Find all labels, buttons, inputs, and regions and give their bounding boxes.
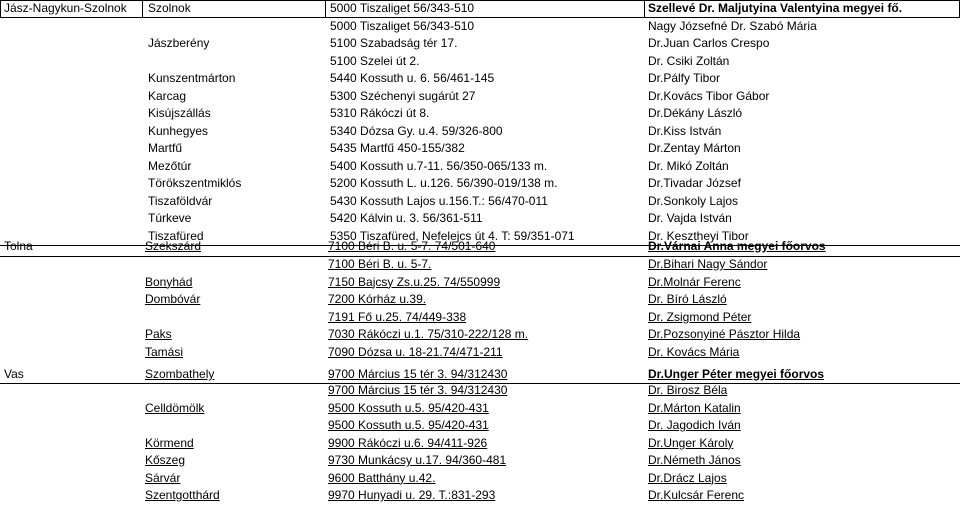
county-name: Jász-Nagykun-Szolnok <box>4 1 127 15</box>
table-row <box>0 18 960 36</box>
city-name: Jászberény <box>148 36 210 50</box>
table-row <box>0 238 960 256</box>
table-row <box>0 452 960 470</box>
city-name: Tamási <box>145 344 184 359</box>
city-name: Kunhegyes <box>148 123 209 138</box>
table-row <box>0 140 960 158</box>
doctor-name: Szellevé Dr. Maljutyina Valentyina megyei fő. <box>648 1 903 15</box>
table-row <box>0 105 960 123</box>
doctor-name: Dr. Jagodich Iván <box>648 418 741 432</box>
doctor-name: Dr.Unger Péter megyei főorvos <box>648 367 825 381</box>
city-name: Szekszárd <box>145 239 202 253</box>
doctor-name: Dr.Juan Carlos Crespo <box>648 36 770 50</box>
doctor-name: Dr.Németh János <box>648 453 741 467</box>
table-row <box>0 487 960 505</box>
city-name: Paks <box>145 327 172 341</box>
address: 9600 Batthány u.42. <box>328 470 436 485</box>
city-name: Sárvár <box>145 470 181 485</box>
city-name: Törökszentmiklós <box>148 176 242 190</box>
doctor-name: Dr.Várnai Anna megyei főorvos <box>648 239 826 253</box>
address: 5200 Kossuth L. u.126. 56/390-019/138 m. <box>330 176 558 190</box>
table-row <box>0 175 960 193</box>
doctor-name: Dr.Márton Katalin <box>648 400 741 415</box>
doctor-name: Dr.Dékány László <box>648 106 743 120</box>
address: 9500 Kossuth u.5. 95/420-431 <box>328 418 489 432</box>
address: 5100 Szabadság tér 17. <box>330 36 458 50</box>
address: 5440 Kossuth u. 6. 56/461-145 <box>330 71 495 85</box>
address: 5300 Széchenyi sugárút 27 <box>330 88 476 103</box>
city-name: Tiszafüred <box>148 228 204 243</box>
doctor-name: Nagy Józsefné Dr. Szabó Mária <box>648 18 817 33</box>
doctor-name: Dr.Unger Károly <box>648 435 734 450</box>
address: 7090 Dózsa u. 18-21.74/471-211 <box>328 344 503 359</box>
address: 7191 Fő u.25. 74/449-338 <box>328 309 467 324</box>
county-name: Tolna <box>4 239 33 253</box>
doctor-name: Dr.Tivadar József <box>648 176 741 190</box>
doctor-name: Dr.Kulcsár Ferenc <box>648 488 745 502</box>
table-row <box>0 470 960 488</box>
table-row <box>0 256 960 274</box>
address: 9970 Hunyadi u. 29. T.:831-293 <box>328 488 496 502</box>
table-row <box>0 53 960 71</box>
address: 9700 Március 15 tér 3. 94/312430 <box>328 383 508 397</box>
city-name: Martfű <box>148 141 183 155</box>
city-name: Kisújszállás <box>148 106 211 120</box>
city-name: Celldömölk <box>145 400 205 415</box>
city-name: Szolnok <box>148 1 191 15</box>
table-row <box>0 417 960 435</box>
address: 5400 Kossuth u.7-11. 56/350-065/133 m. <box>330 158 548 173</box>
city-name: Tiszaföldvár <box>148 193 213 208</box>
table-row <box>0 382 960 400</box>
doctor-name: Dr.Bihari Nagy Sándor <box>648 257 768 271</box>
table-row <box>0 158 960 176</box>
city-name: Mezőtúr <box>148 158 192 173</box>
doctor-name: Dr.Sonkoly Lajos <box>648 193 739 208</box>
doctor-name: Dr. Vajda István <box>648 211 732 225</box>
city-name: Kunszentmárton <box>148 71 236 85</box>
address: 9900 Rákóczi u.6. 94/411-926 <box>328 435 488 450</box>
doctor-name: Dr. Kovács Mária <box>648 344 740 359</box>
address: 9730 Munkácsy u.17. 94/360-481 <box>328 453 507 467</box>
address: 5430 Kossuth Lajos u.156.T.: 56/470-011 <box>330 193 548 208</box>
table-row <box>0 400 960 418</box>
city-name: Szentgotthárd <box>145 488 220 502</box>
doctor-name: Dr.Kiss István <box>648 123 722 138</box>
table-row <box>0 326 960 344</box>
address: 7200 Kórház u.39. <box>328 292 427 306</box>
table-row <box>0 291 960 309</box>
address: 7100 Béri B. u. 5-7. <box>328 257 432 271</box>
table-row <box>0 366 960 384</box>
city-name: Karcag <box>148 88 187 103</box>
address: 5100 Szelei út 2. <box>330 53 420 68</box>
city-name: Szombathely <box>145 367 215 381</box>
address: 9500 Kossuth u.5. 95/420-431 <box>328 400 489 415</box>
table-row <box>0 70 960 88</box>
table-row <box>0 274 960 292</box>
table-row <box>0 123 960 141</box>
table-row <box>0 35 960 53</box>
table-row <box>0 309 960 327</box>
table-row <box>0 435 960 453</box>
doctor-name: Dr.Pozsonyiné Pásztor Hilda <box>648 327 801 341</box>
address: 7030 Rákóczi u.1. 75/310-222/128 m. <box>328 327 529 341</box>
address: 7150 Bajcsy Zs.u.25. 74/550999 <box>328 274 501 289</box>
address: 5000 Tiszaliget 56/343-510 <box>330 1 475 15</box>
doctor-name: Dr.Drácz Lajos <box>648 470 727 485</box>
doctor-name: Dr.Kovács Tibor Gábor <box>648 88 770 103</box>
doctor-name: Dr. Bíró László <box>648 292 727 306</box>
city-name: Körmend <box>145 435 194 450</box>
address: 7100 Béri B. u. 5-7. 74/501-640 <box>328 239 496 253</box>
address: 5310 Rákóczi út 8. <box>330 106 430 120</box>
city-name: Kőszeg <box>145 453 186 467</box>
doctor-name: Dr. Zsigmond Péter <box>648 309 752 324</box>
doctor-name: Dr. Csiki Zoltán <box>648 53 730 68</box>
address: 9700 Március 15 tér 3. 94/312430 <box>328 367 508 381</box>
doctor-name: Dr. Kesztheyi Tibor <box>648 228 749 243</box>
address: 5000 Tiszaliget 56/343-510 <box>330 18 475 33</box>
doctor-name: Dr.Pálfy Tibor <box>648 71 721 85</box>
city-name: Dombóvár <box>145 292 201 306</box>
city-name: Bonyhád <box>145 274 193 289</box>
doctor-name: Dr. Birosz Béla <box>648 383 728 397</box>
table-row <box>0 344 960 362</box>
city-name: Túrkeve <box>148 211 192 225</box>
address: 5350 Tiszafüred, Nefelejcs út 4. T: 59/351-071 <box>330 228 575 243</box>
address: 5340 Dózsa Gy. u.4. 59/326-800 <box>330 123 503 138</box>
address: 5435 Martfű 450-155/382 <box>330 141 465 155</box>
county-name: Vas <box>4 367 24 381</box>
table-row <box>0 88 960 106</box>
doctor-name: Dr.Molnár Ferenc <box>648 274 741 289</box>
table-row <box>0 193 960 211</box>
address: 5420 Kálvin u. 3. 56/361-511 <box>330 211 483 225</box>
table-row <box>0 210 960 228</box>
doctor-name: Dr. Mikó Zoltán <box>648 158 729 173</box>
table-row <box>0 0 960 18</box>
doctor-name: Dr.Zentay Márton <box>648 141 741 155</box>
